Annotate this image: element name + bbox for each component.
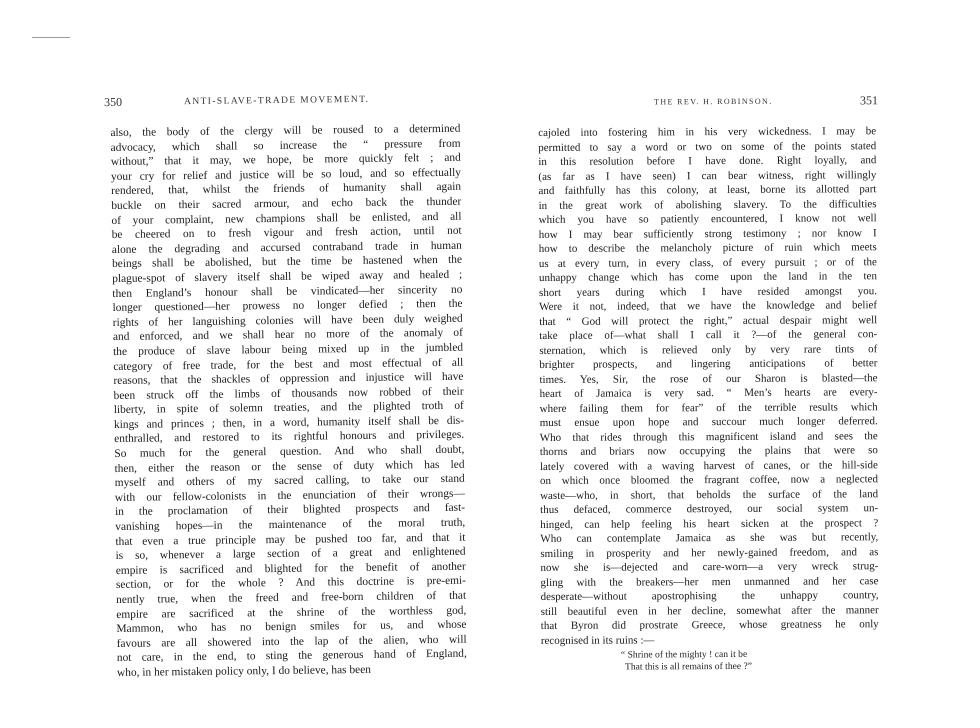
right-running-title: THE REV. H. ROBINSON.	[653, 96, 773, 107]
text-line: vanishing hopes—in the maintenance of the moral truth,	[115, 516, 466, 533]
right-running-head	[538, 93, 879, 112]
text-line: heart of Jamaica is very sad. “ Men’s hearts are every-	[539, 386, 878, 400]
text-line: favours are all showered into the lap of the alien, who will	[116, 633, 467, 650]
right-page-number: 351	[859, 93, 879, 108]
text-line: reasons, that the shackles of oppression and injustice will have	[113, 370, 464, 388]
text-line: how I may bear sufficiently strong testimony ; nor know I	[538, 226, 877, 241]
text-line: empire are sacrificed at the shrine of the worthless god,	[116, 604, 467, 621]
text-line: permitted to say a word or two on some of the points stated	[538, 139, 877, 154]
text-line: cajoled into fostering him in his very wickedness. I may be	[538, 125, 877, 139]
text-line: still beautiful even in her decline, somewhat after the manner	[540, 603, 879, 618]
left-running-title: ANTI-SLAVE-TRADE MOVEMENT.	[183, 94, 370, 108]
text-line: Mammon, who has no benign smiles for us, and whose	[116, 618, 467, 636]
text-line: category of free trade, for the best and most effectual of all	[113, 356, 464, 373]
text-line: recognised in its ruins :—	[540, 633, 655, 647]
text-line: which you have so patiently encountered, I know not well	[538, 212, 877, 226]
text-line: short years during which I have resided amongst you.	[538, 284, 878, 299]
left-running-head	[103, 94, 460, 112]
right-page	[538, 93, 879, 674]
text-line: times. Yes, Sir, the rose of our Sharon is blasted—the	[539, 371, 878, 386]
text-line: beings shall be abolished, but the time be hastened when the	[111, 254, 463, 271]
left-page-number: 350	[103, 94, 123, 110]
text-line: kings and princes ; then, in a word, humanity itself shall be dis-	[113, 414, 465, 431]
text-line: gling with the breakers—her men unmanned and her case	[540, 574, 879, 589]
text-line: Who that rides through this magnificent island and sees the	[539, 429, 878, 444]
text-line: must ensue upon hope and succour much longer deferred.	[539, 415, 878, 429]
text-line: sternation, which is relieved only by very rare tints of	[539, 342, 878, 357]
text-line: rights of her languishing colonies will have been duly weighed	[112, 312, 463, 329]
text-line: on which once bloomed the fragrant coffee, now a neglected	[539, 473, 879, 487]
text-line: waste—who, in short, that beholds the surface of the land	[540, 487, 879, 502]
text-line: without,” that it may, we hope, be more quickly felt ; and	[110, 151, 461, 169]
text-line: unhappy change which has come upon the land in the ten	[538, 270, 877, 284]
text-line: then, either the reason or the sense of duty which has led	[114, 458, 465, 475]
text-line: lately covered with a waving harvest of canes, or the hill-side	[539, 458, 878, 473]
text-line: thus defaced, commerce destroyed, our social system un-	[540, 502, 879, 516]
text-line: where failing them for fear” of the terrible results which	[539, 400, 878, 415]
left-body-text	[110, 122, 467, 681]
text-line: us at every turn, in every class, of every pursuit ; or of the	[538, 255, 877, 270]
text-line: brighter prospects, and lingering anticipations of better	[539, 357, 878, 371]
text-line: rendered, that, whilst the friends of humanity shall again	[111, 181, 462, 198]
text-line: hinged, can help feeling his heart sicken at the prospect ?	[540, 516, 879, 531]
text-line: So much for the general question. And who shall doubt,	[114, 443, 465, 461]
text-line: how to describe the melancholy picture of ruin which meets	[538, 241, 877, 255]
verse-quote-line: “ Shrine of the mighty ! can it be	[620, 648, 748, 661]
text-line: take place of—what shall I call it ?—of the general con-	[539, 328, 878, 342]
text-line: that even a true principle may be pushed too far, and that it	[115, 531, 466, 548]
text-line: liberty, in spite of solemn treaties, and the plighted troth of	[113, 399, 464, 417]
text-line: who, in her mistaken policy only, I do believe, has been	[116, 663, 371, 679]
text-line: longer questioned—her prowess no longer defied ; then the	[112, 297, 463, 315]
text-line: Who can contemplate Jamaica as she was but recently,	[540, 531, 879, 545]
text-line: in the great work of abolishing slavery. To the difficulties	[538, 197, 877, 212]
text-line: your cry for relief and justice will be so loud, and so effectually	[110, 166, 462, 183]
text-line: with our fellow-colonists in the enunciation of their wrongs—	[114, 487, 465, 504]
text-line: and enforced, and we shall hear no more of the anomaly of	[112, 327, 463, 344]
text-line: not care, in the end, to sting the generous hand of England,	[116, 648, 467, 665]
text-line: myself and others of my sacred calling, to take our stand	[114, 472, 465, 490]
verse-quote-line: That this is all remains of thee ?”	[624, 660, 753, 673]
text-line: the produce of slave labour being mixed up in the jumbled	[113, 341, 464, 358]
text-line: (as far as I have seen) I can bear witness, right willingly	[538, 168, 877, 183]
text-line: Were it not, indeed, that we have the knowledge and belief	[539, 299, 878, 313]
text-line: section, or for the whole ? And this doctrine is pre-emi-	[115, 575, 467, 592]
text-line: in this resolution before I have done. Right loyally, and	[538, 154, 877, 168]
text-line: empire is sacrificed and blighted for the benefit of another	[115, 560, 466, 577]
left-page	[103, 94, 467, 681]
text-line: nently true, when the freed and free-born children of that	[116, 589, 467, 606]
text-line: enthralled, and restored to its rightful honours and privileges.	[114, 429, 465, 446]
text-line: of your complaint, new champions shall be enlisted, and all	[111, 210, 462, 227]
right-body-text	[538, 124, 879, 648]
text-line: now she is—dejected and care-worn—a very wreck strug-	[540, 560, 879, 574]
text-line: in the proclamation of their blighted prospects and fast-	[114, 502, 466, 519]
text-line: then England’s honour shall be vindicated—her sincerity no	[112, 283, 463, 300]
text-line: and faithfully has this colony, at least, borne its allotted part	[538, 183, 877, 197]
verse-quote	[541, 648, 879, 674]
text-line: been struck off the limbs of thousands now robbed of their	[113, 385, 464, 402]
text-line: smiling in prosperity and her newly-gained freedom, and as	[540, 545, 879, 560]
text-line: is so, whenever a large section of a great and enlightened	[115, 545, 466, 563]
text-line: also, the body of the clergy will be roused to a determined	[110, 122, 461, 139]
scan-mark	[32, 37, 70, 38]
text-line: advocacy, which shall so increase the “ pressure from	[110, 137, 461, 154]
text-line: that Byron did prostrate Greece, whose greatness he only	[540, 618, 879, 632]
text-line: thorns and briars now occupying the plains that were so	[539, 444, 878, 458]
text-line: be cheered on to fresh vigour and fresh action, until not	[111, 224, 462, 242]
text-line: buckle on their sacred armour, and echo back the thunder	[111, 195, 462, 212]
text-line: alone the degrading and accursed contraband trade in human	[111, 239, 462, 256]
text-line: that “ God will protect the right,” actual despair might well	[539, 313, 878, 328]
text-line: plague-spot of slavery itself shall be wiped away and healed ;	[112, 268, 463, 285]
text-line: desperate—without apostrophising the unhappy country,	[540, 589, 879, 603]
